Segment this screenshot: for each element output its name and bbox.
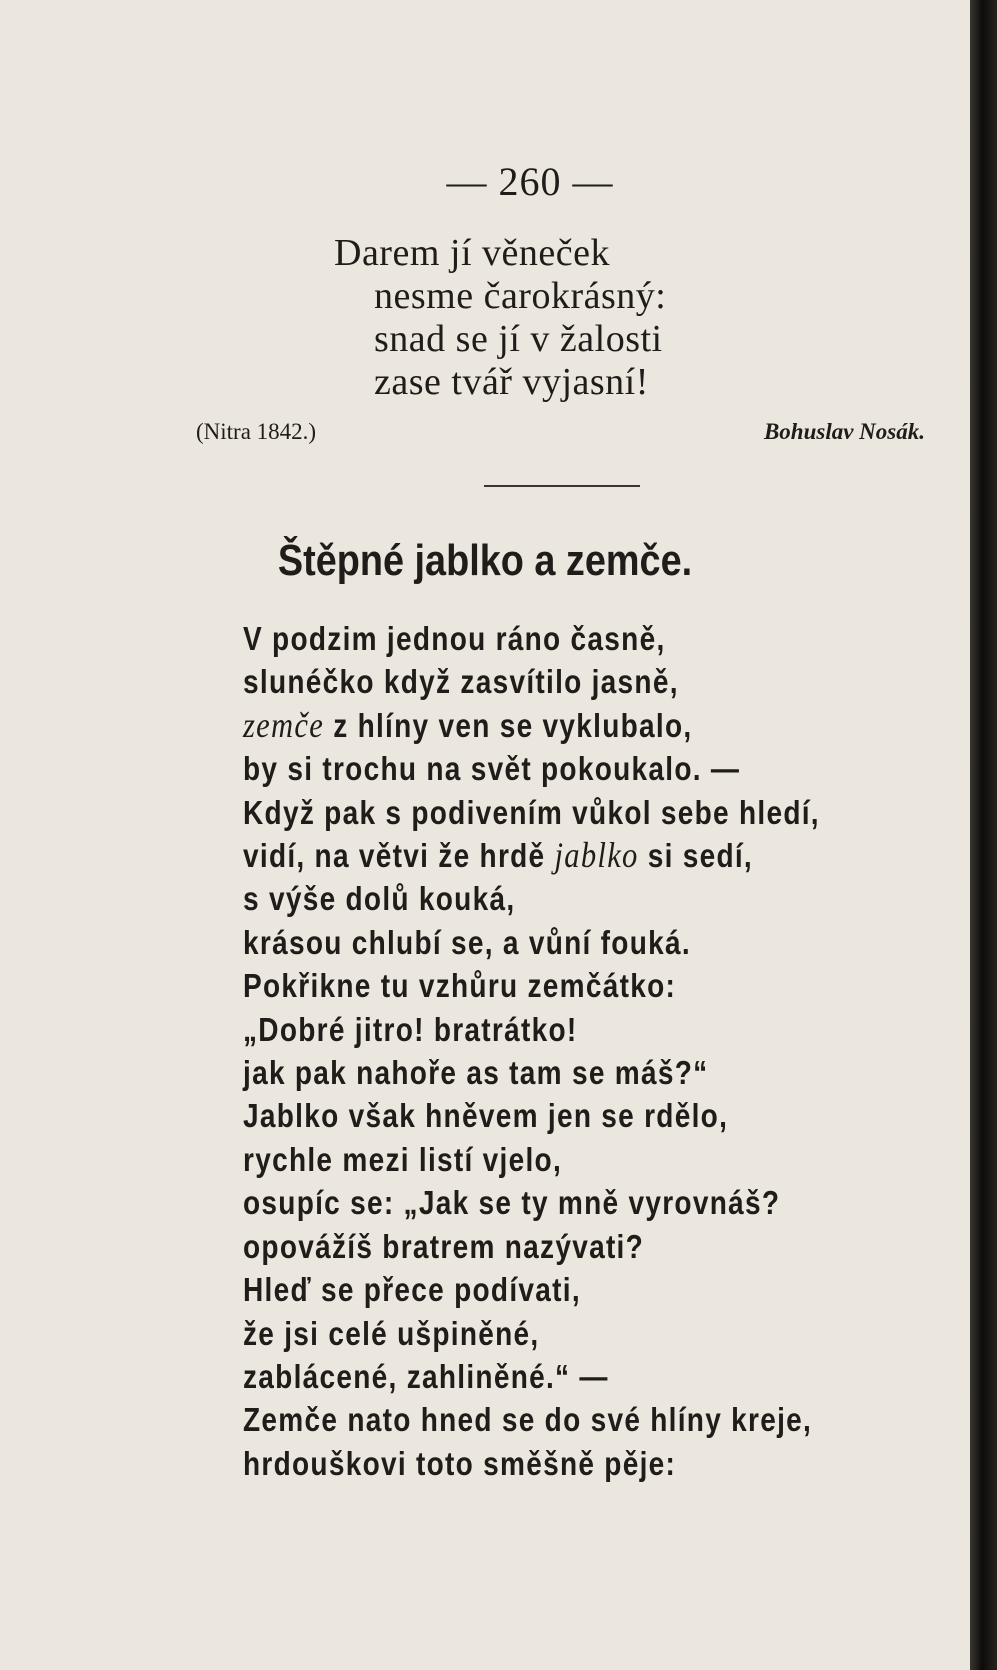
poem-line: rychle mezi listí vjelo, xyxy=(243,1140,563,1178)
poem-line: opovážíš bratrem nazývati? xyxy=(243,1227,645,1265)
poem-title: Štěpné jablko a zemče. xyxy=(277,536,693,585)
poem-line: hrdouškovi toto směšně pěje: xyxy=(243,1444,677,1482)
poem-line: by si trochu na svět pokoukalo. — xyxy=(243,750,741,788)
poem-line: Pokřikne tu vzhůru zemčátko: xyxy=(243,967,677,1005)
stanza-line: snad se jí v žalosti xyxy=(374,318,663,360)
book-spine-shadow xyxy=(970,0,997,1670)
poem-line: V podzim jednou ráno časně, xyxy=(243,620,666,657)
italic-word: jablko xyxy=(554,835,639,876)
stanza-line: zase tvář vyjasní! xyxy=(374,361,649,403)
poem-line: slunéčko když zasvítilo jasně, xyxy=(243,663,679,701)
poem-line xyxy=(243,834,820,877)
poem-line xyxy=(243,704,820,747)
poem-line: že jsi celé ušpiněné, xyxy=(243,1314,540,1352)
poem-line: Zemče nato hned se do své hlíny kreje, xyxy=(243,1401,813,1439)
page-number: — 260 — xyxy=(446,159,614,204)
poem-line: krásou chlubí se, a vůní fouká. xyxy=(243,923,691,961)
poem-line: Jablko však hněvem jen se rdělo, xyxy=(243,1097,729,1135)
italic-word: zemče xyxy=(243,704,325,745)
author-signature: Bohuslav Nosák. xyxy=(763,419,925,444)
line-text: z hlíny ven se vyklubalo, xyxy=(324,706,693,744)
stanza-line: Darem jí věneček xyxy=(334,232,610,274)
poem-body xyxy=(243,617,820,1485)
place-date: (Nitra 1842.) xyxy=(196,419,317,444)
section-divider xyxy=(484,485,640,487)
poem-line: s výše dolů kouká, xyxy=(243,880,516,918)
poem-line: jak pak nahoře as tam se máš?“ xyxy=(243,1054,709,1092)
line-text: si sedí, xyxy=(638,837,753,875)
poem-line: Hleď se přece podívati, xyxy=(243,1271,581,1309)
poem-line: zablácené, zahliněné.“ — xyxy=(243,1357,609,1395)
stanza-line: nesme čarokrásný: xyxy=(374,275,667,317)
line-text: vidí, na větvi že hrdě xyxy=(243,837,555,875)
poem-line: osupíc se: „Jak se ty mně vyrovnáš? xyxy=(243,1184,781,1222)
poem-line: „Dobré jitro! bratrátko! xyxy=(243,1010,578,1048)
poem-line: Když pak s podivením vůkol sebe hledí, xyxy=(243,793,820,831)
closing-stanza xyxy=(334,232,666,404)
